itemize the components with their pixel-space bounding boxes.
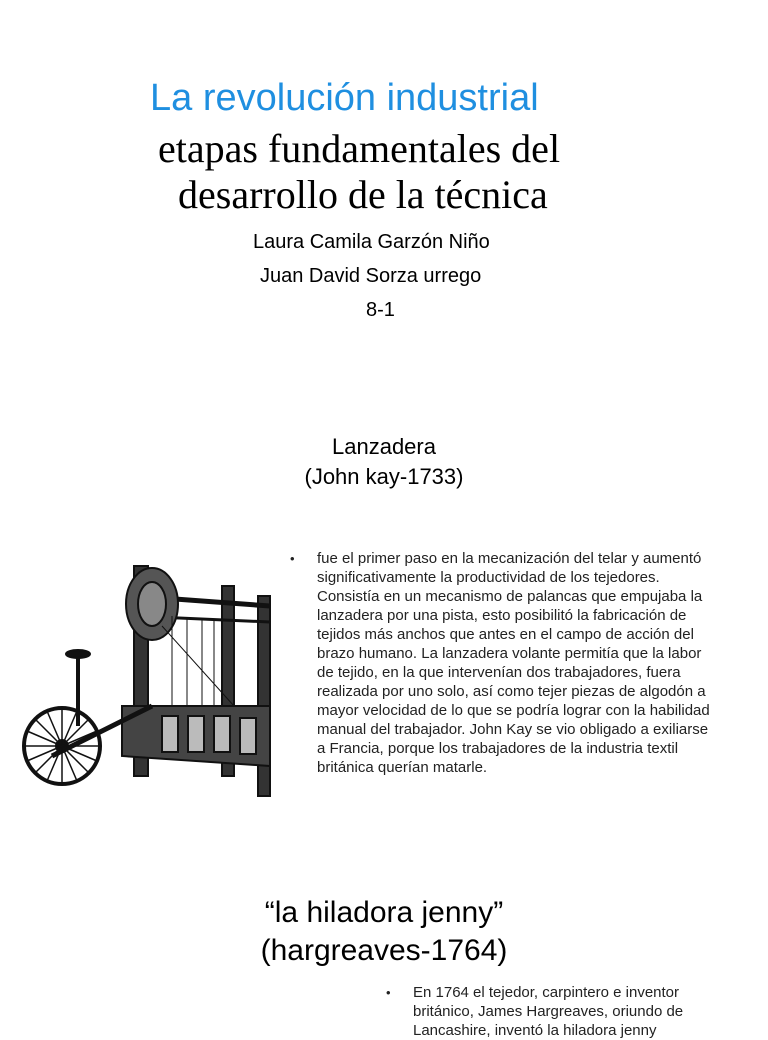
spinning-machine-illustration [22, 556, 290, 802]
bullet-marker: • [290, 551, 295, 566]
bullet-marker: • [386, 985, 391, 1000]
subtitle-line-1: etapas fundamentales del [158, 126, 561, 171]
group-label: 8-1 [366, 299, 395, 321]
page-title: La revolución industrial [150, 77, 539, 119]
section-title: “la hiladora jenny” [264, 896, 504, 929]
section-paragraph [290, 549, 720, 777]
author-name: Juan David Sorza urrego [260, 265, 482, 287]
subtitle-line-2: desarrollo de la técnica [178, 172, 548, 217]
section-subtitle: (hargreaves-1764) [260, 934, 508, 967]
paragraph-text: En 1764 el tejedor, carpintero e inventor británico, James Hargreaves, oriundo de Lancashire, inventó la hiladora jenny [413, 984, 684, 1039]
author-name: Laura Camila Garzón Niño [253, 231, 490, 253]
section-title: Lanzadera [332, 434, 436, 459]
paragraph-text: fue el primer paso en la mecanización del telar y aumentó significativamente la productividad de los tejedores. Consistía en un mecanismo de palancas que empujaba la lanzadera por una pista, esto posibilitó la fabricación de tejidos más anchos que antes en el campo de acción del brazo humano. La lanzadera volante permitía que la labor de tejido, en la que intervenían dos trabajadores, fuera realizada por uno solo, así como tejer piezas de algodón a mayor velocidad de lo que se podría lograr con la habilidad manual del trabajador. John Kay se vio obligado a exiliarse a Francia, porque los trabajadores de la industria textil británica querían matarle. [317, 550, 710, 776]
section-subtitle: (John kay-1733) [304, 464, 464, 489]
section-paragraph [386, 983, 736, 1040]
